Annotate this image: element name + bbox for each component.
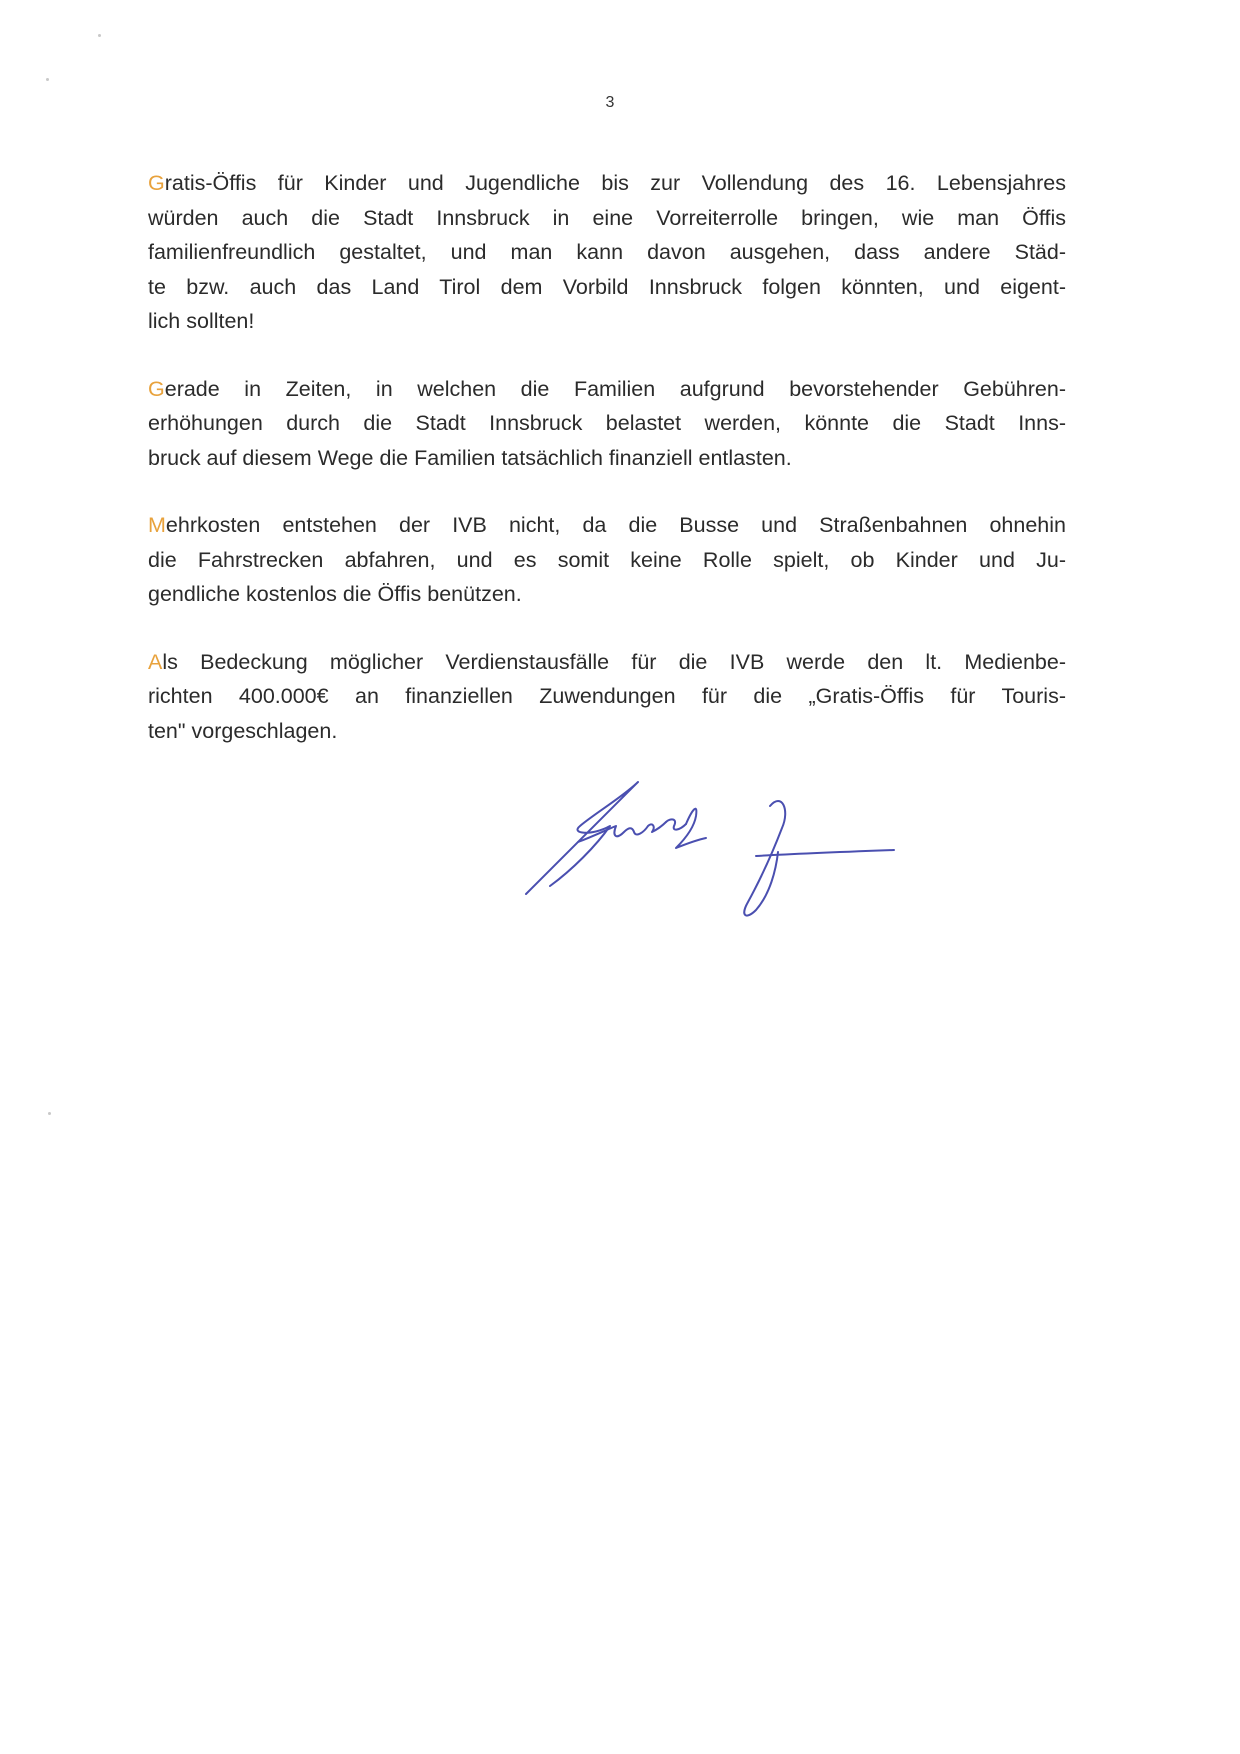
paragraph-funding-proposal — [148, 645, 1066, 749]
paragraph-initial: M — [148, 513, 166, 537]
paragraph-line: die Fahrstrecken abfahren, und es somit keine Rolle spielt, ob Kinder und Ju- — [148, 547, 1066, 572]
line-text: ls Bedeckung möglicher Verdienstausfälle für die IVB werde den lt. Medienbe- — [162, 649, 1066, 674]
paragraph-initial: G — [148, 171, 165, 195]
paragraph-line: familienfreundlich gestaltet, und man kann davon ausgehen, dass andere Städ- — [148, 240, 1066, 264]
paragraph-family-relief — [148, 372, 1066, 476]
line-text: ratis-Öffis für Kinder und Jugendliche bis zur Vollendung des 16. Lebensjahres — [164, 171, 1066, 195]
paragraph-line: lich sollten! — [148, 309, 255, 333]
paragraph-line — [148, 372, 1066, 407]
page-number: 3 — [605, 94, 615, 111]
scan-speck — [98, 34, 101, 37]
paragraph-line: te bzw. auch das Land Tirol dem Vorbild Innsbruck folgen könnten, und eigent- — [148, 274, 1066, 299]
paragraph-line: würden auch die Stadt Innsbruck in eine Vorreiterrolle bringen, wie man Öffis — [148, 205, 1066, 230]
letter-body — [148, 166, 1066, 781]
scan-speck — [48, 1112, 51, 1115]
paragraph-line: richten 400.000€ an finanziellen Zuwendungen für die „Gratis-Öffis für Touris- — [148, 684, 1066, 708]
paragraph-initial: A — [148, 649, 163, 674]
line-text: ehrkosten entstehen der IVB nicht, da die Busse und Straßenbahnen ohnehin — [165, 513, 1066, 537]
paragraph-no-extra-costs — [148, 508, 1066, 612]
handwritten-signature — [520, 770, 900, 940]
line-text: erade in Zeiten, in welchen die Familien aufgrund bevorstehender Gebühren- — [164, 376, 1066, 401]
paragraph-line — [148, 166, 1066, 201]
scan-speck — [46, 78, 49, 81]
paragraph-line: bruck auf diesem Wege die Familien tatsächlich finanziell entlasten. — [148, 445, 792, 470]
paragraph-line — [148, 508, 1066, 543]
paragraph-initial: G — [148, 376, 165, 401]
paragraph-line: ten" vorgeschlagen. — [148, 718, 338, 743]
signature-drawing — [520, 770, 900, 940]
paragraph-free-transit-youth — [148, 166, 1066, 339]
paragraph-line: erhöhungen durch die Stadt Innsbruck belastet werden, könnte die Stadt Inns- — [148, 411, 1066, 435]
paragraph-line — [148, 645, 1066, 680]
paragraph-line: gendliche kostenlos die Öffis benützen. — [148, 582, 522, 606]
